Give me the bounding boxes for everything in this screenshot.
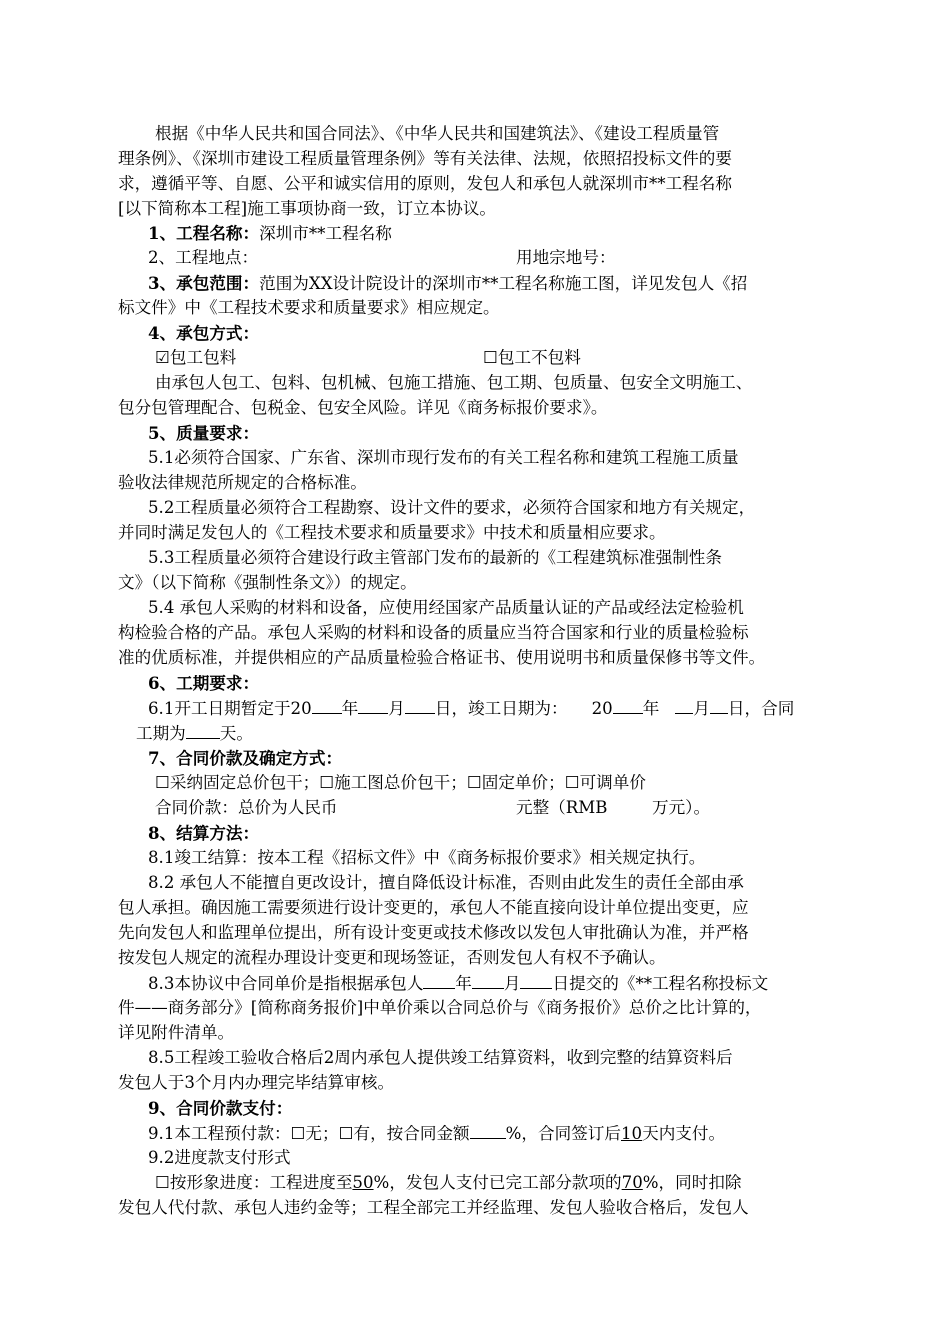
days-label: 天。 <box>219 724 253 743</box>
schedule-line-1 <box>148 696 794 721</box>
intro-line-2: 理条例》、《深圳市建设工程质量管理条例》等有关法律、法规，依照招投标文件的要 <box>118 149 732 168</box>
completion-year-blank[interactable] <box>613 696 643 714</box>
quality-line: 文》（以下简称《强制性条文》）的规定。 <box>118 573 417 592</box>
month-label: 月 <box>503 974 521 993</box>
month-label: 月 <box>388 699 405 718</box>
schedule-line-2 <box>136 721 253 746</box>
advance-percent-blank[interactable] <box>470 1121 506 1139</box>
settlement-line: 先向发包人和监理单位提出，所有设计变更或技术修改以发包人审批确认为准，并严格 <box>118 923 749 942</box>
start-date-prefix: 6.1开工日期暂定于20 <box>148 699 312 718</box>
quality-line: 验收法律规范所规定的合格标准。 <box>118 473 367 492</box>
settlement-line-8-3 <box>148 971 768 996</box>
advance-payment-options[interactable]: 9.1本工程预付款：☐无；☐有，按合同金额 <box>148 1124 470 1143</box>
contract-mode-desc-1: 由承包人包工、包料、包机械、包施工措施、包工期、包质量、包安全文明施工、 <box>155 373 753 392</box>
settlement-line: 发包人于3个月内办理完毕结算审核。 <box>118 1073 395 1092</box>
progress-percent-value: 50 <box>352 1173 374 1192</box>
settlement-line: 包人承担。确因施工需要须进行设计变更的，承包人不能直接向设计单位提出变更，应 <box>118 898 749 917</box>
land-parcel-label: 用地宗地号： <box>516 248 616 267</box>
completion-day-blank[interactable] <box>710 696 728 714</box>
scope-line-2: 标文件》中《工程技术要求和质量要求》相应规定。 <box>118 298 500 317</box>
option-labor-only[interactable]: ☐包工不包料 <box>483 348 581 367</box>
settlement-line: 8.1竣工结算：按本工程《招标文件》中《商务标报价要求》相关规定执行。 <box>148 848 706 867</box>
section-6-heading: 6、工期要求： <box>148 673 260 693</box>
intro-line-3: 求，遵循平等、自愿、公平和诚实信用的原则，发包人和承包人就深圳市**工程名称 <box>118 174 732 193</box>
completion-year-prefix: 20 <box>591 699 613 718</box>
quality-line: 5.4 承包人采购的材料和设备，应使用经国家产品质量认证的产品或经法定检验机 <box>148 598 744 617</box>
section-4-heading: 4、承包方式： <box>148 323 260 343</box>
pricing-options[interactable]: ☐采纳固定总价包干；☐施工图总价包干；☐固定单价；☐可调单价 <box>155 773 646 792</box>
contract-mode-desc-2: 包分包管理配合、包税金、包安全风险。详见《商务标报价要求》。 <box>118 398 608 417</box>
intro-line-1: 根据《中华人民共和国合同法》、《中华人民共和国建筑法》、《建设工程质量管 <box>155 124 720 143</box>
by-progress-option[interactable]: ☐按形象进度：工程进度至 <box>155 1173 353 1192</box>
project-name-value: 深圳市**工程名称 <box>259 224 392 243</box>
section-1 <box>148 221 392 246</box>
bid-day-blank[interactable] <box>520 971 552 989</box>
year-label: 年 <box>455 974 472 993</box>
settlement-line: 8.5工程竣工验收合格后2周内承包人提供竣工结算资料，收到完整的结算资料后 <box>148 1048 733 1067</box>
quality-line: 5.1必须符合国家、广东省、深圳市现行发布的有关工程名称和建筑工程施工质量 <box>148 448 739 467</box>
price-unit-label: 万元）。 <box>652 798 711 817</box>
settlement-line: 详见附件清单。 <box>118 1023 235 1042</box>
progress-payment-text: %，发包人支付已完工部分款项的 <box>373 1173 622 1192</box>
start-month-blank[interactable] <box>358 696 388 714</box>
unit-price-prefix: 8.3本协议中合同单价是指根据承包人 <box>148 974 424 993</box>
advance-percent-suffix: %，合同签订后 <box>505 1124 621 1143</box>
year-label: 年 <box>642 699 660 718</box>
month-label: 月 <box>693 699 710 718</box>
section-5-heading: 5、质量要求： <box>148 423 260 443</box>
advance-payment-line <box>148 1121 725 1146</box>
quality-line: 并同时满足发包人的《工程技术要求和质量要求》中技术和质量相应要求。 <box>118 523 666 542</box>
settlement-line: 件——商务部分》[简称商务报价]中单价乘以合同总价与《商务报价》总价之比计算的， <box>118 998 762 1017</box>
section-8-heading: 8、结算方法： <box>148 823 260 843</box>
option-labor-and-material[interactable]: ☑包工包料 <box>155 348 237 367</box>
bid-doc-label: 日提交的《**工程名称投标文 <box>552 974 769 993</box>
advance-days-suffix: 天内支付。 <box>642 1124 726 1143</box>
progress-payment-line <box>155 1171 742 1195</box>
section-7-heading: 7、合同价款及确定方式： <box>148 748 343 768</box>
price-rmb-label: 元整（RMB <box>516 798 608 817</box>
completion-date-label: 日，竣工日期为： <box>434 699 568 718</box>
progress-payment-title: 9.2进度款支付形式 <box>148 1148 291 1167</box>
payment-percent-value: 70 <box>621 1173 643 1192</box>
section-2-heading: 2、工程地点： <box>148 248 259 267</box>
section-3-heading: 3、承包范围： <box>148 273 260 293</box>
year-label: 年 <box>341 699 359 718</box>
start-day-blank[interactable] <box>405 696 435 714</box>
section-1-heading: 1、工程名称： <box>148 223 260 243</box>
intro-line-4: [以下简称本工程]施工事项协商一致，订立本协议。 <box>118 199 497 218</box>
settlement-line: 按发包人规定的流程办理设计变更和现场签证，否则发包人有权不予确认。 <box>118 948 666 967</box>
bid-month-blank[interactable] <box>472 971 504 989</box>
settlement-line: 8.2 承包人不能擅自更改设计，擅自降低设计标准，否则由此发生的责任全部由承 <box>148 873 744 892</box>
quality-line: 5.3工程质量必须符合建设行政主管部门发布的最新的《工程建筑标准强制性条 <box>148 548 722 567</box>
contract-price-label: 合同价款：总价为人民币 <box>155 798 338 817</box>
scope-line-1: 范围为XX设计院设计的深圳市**工程名称施工图，详见发包人《招 <box>259 274 748 293</box>
advance-days-value: 10 <box>621 1124 643 1143</box>
quality-line: 准的优质标准，并提供相应的产品质量检验合格证书、使用说明书和质量保修书等文件。 <box>118 648 766 667</box>
section-9-heading: 9、合同价款支付： <box>148 1098 293 1118</box>
day-label-contract: 日，合同 <box>727 699 795 718</box>
bid-year-blank[interactable] <box>423 971 455 989</box>
deduction-text: %，同时扣除 <box>642 1173 742 1192</box>
progress-payment-line-2: 发包人代付款、承包人违约金等；工程全部完工并经监理、发包人验收合格后，发包人 <box>118 1198 749 1217</box>
duration-blank[interactable] <box>186 721 220 739</box>
quality-line: 构检验合格的产品。承包人采购的材料和设备的质量应当符合国家和行业的质量检验标 <box>118 623 749 642</box>
duration-label: 工期为 <box>136 724 186 743</box>
completion-month-blank[interactable] <box>675 696 693 714</box>
start-year-blank[interactable] <box>312 696 342 714</box>
section-3 <box>148 271 747 296</box>
quality-line: 5.2工程质量必须符合工程勘察、设计文件的要求，必须符合国家和地方有关规定， <box>148 498 756 517</box>
